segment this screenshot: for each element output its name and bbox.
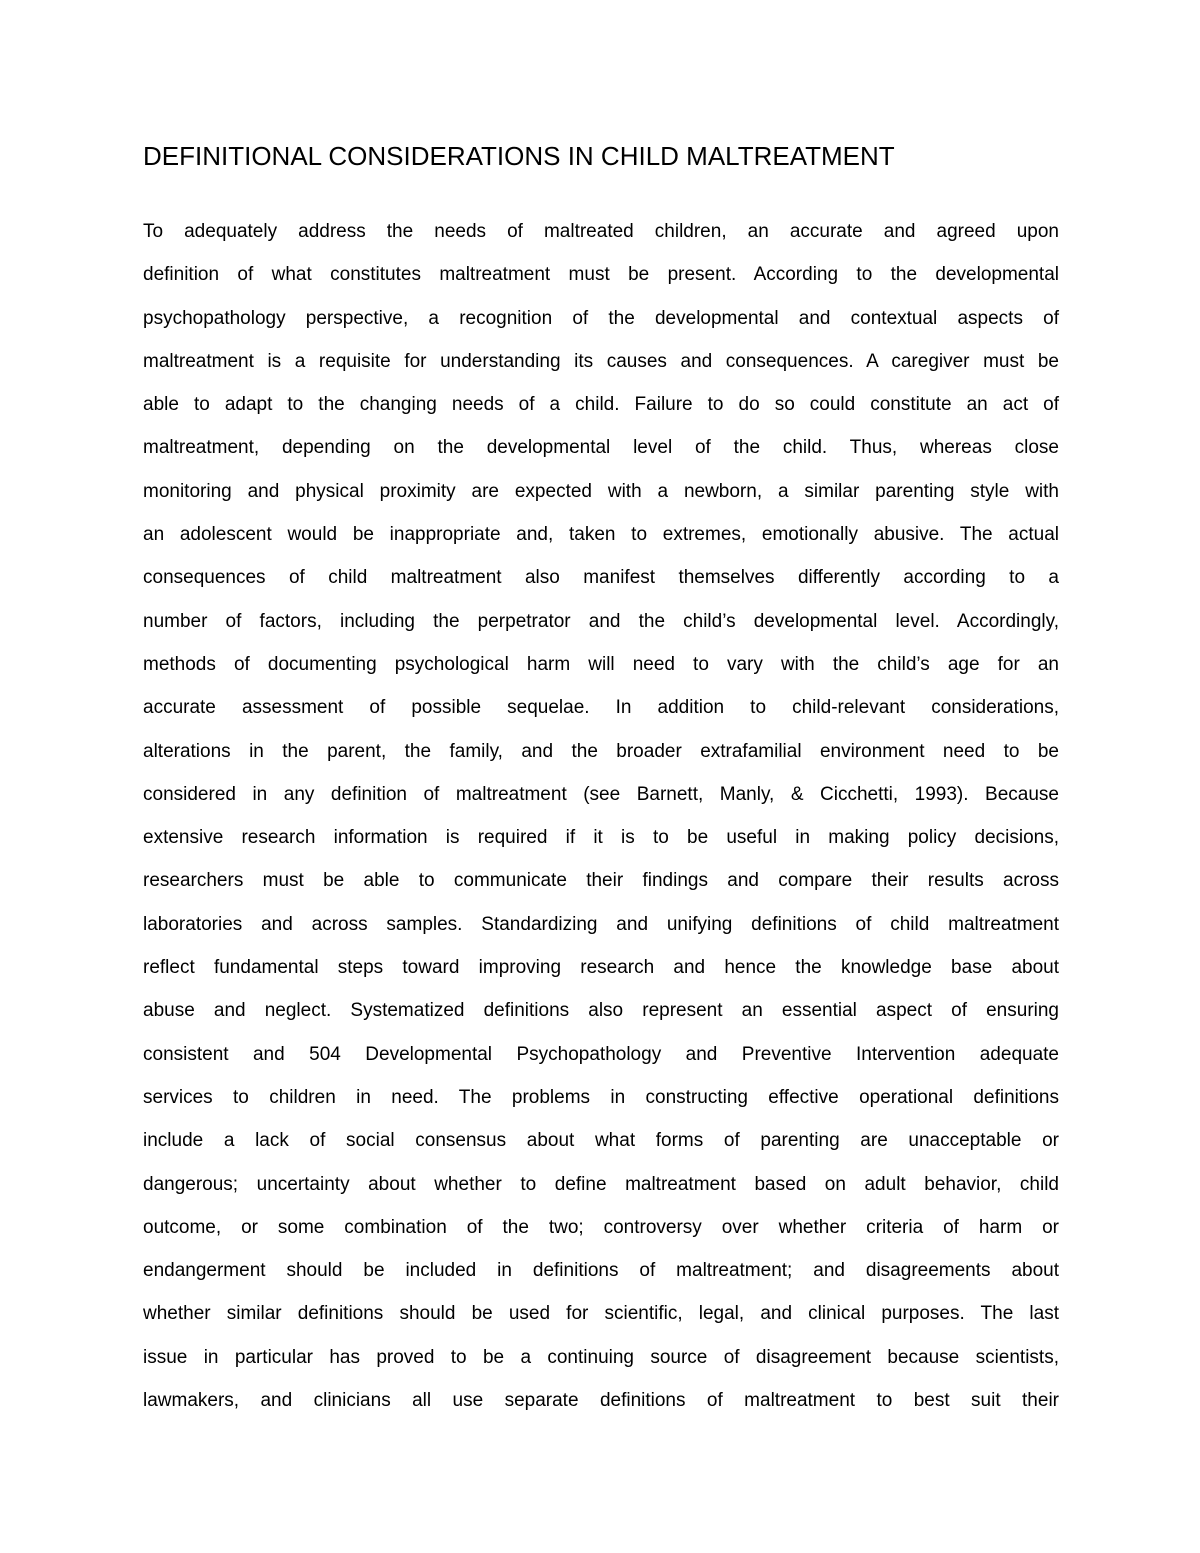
paragraph-line: laboratories and across samples. Standardizing and unifying definitions of child maltreatment <box>143 913 1059 935</box>
paragraph-line: methods of documenting psychological harm will need to vary with the child’s age for an <box>143 653 1059 675</box>
paragraph-line: maltreatment, depending on the developmental level of the child. Thus, whereas close <box>143 437 1059 459</box>
paragraph-line: maltreatment is a requisite for understanding its causes and consequences. A caregiver must be <box>143 350 1059 372</box>
paragraph-line: reflect fundamental steps toward improving research and hence the knowledge base about <box>143 957 1059 979</box>
paragraph-line: definition of what constitutes maltreatment must be present. According to the developmental <box>143 264 1059 286</box>
paragraph-line: alterations in the parent, the family, and the broader extrafamilial environment need to be <box>143 740 1059 762</box>
paragraph-line: To adequately address the needs of maltreated children, an accurate and agreed upon <box>143 221 1059 242</box>
paragraph-line: number of factors, including the perpetrator and the child’s developmental level. Accordingly, <box>143 610 1059 632</box>
document-title: DEFINITIONAL CONSIDERATIONS IN CHILD MALTREATMENT <box>143 141 895 171</box>
paragraph-line: able to adapt to the changing needs of a child. Failure to do so could constitute an act of <box>143 394 1059 416</box>
paragraph-line: dangerous; uncertainty about whether to define maltreatment based on adult behavior, child <box>143 1173 1059 1195</box>
paragraph-line: outcome, or some combination of the two; controversy over whether criteria of harm or <box>143 1216 1059 1238</box>
paragraph-line: extensive research information is required if it is to be useful in making policy decisions, <box>143 827 1059 849</box>
paragraph-line: lawmakers, and clinicians all use separate definitions of maltreatment to best suit their <box>143 1390 1059 1412</box>
paragraph-line: consequences of child maltreatment also manifest themselves differently according to a <box>143 567 1059 589</box>
paragraph-line: consistent and 504 Developmental Psychopathology and Preventive Intervention adequate <box>143 1043 1059 1065</box>
paragraph-line: abuse and neglect. Systematized definitions also represent an essential aspect of ensuring <box>143 1000 1059 1022</box>
paragraph-line: whether similar definitions should be used for scientific, legal, and clinical purposes. The last <box>143 1303 1059 1325</box>
paragraph-line: researchers must be able to communicate their findings and compare their results across <box>143 870 1059 892</box>
paragraph-line: accurate assessment of possible sequelae. In addition to child-relevant considerations, <box>143 697 1059 719</box>
body-paragraph <box>143 210 1059 1422</box>
paragraph-line: endangerment should be included in definitions of maltreatment; and disagreements about <box>143 1260 1059 1282</box>
paragraph-line: psychopathology perspective, a recognition of the developmental and contextual aspects of <box>143 307 1059 329</box>
paragraph-line: monitoring and physical proximity are expected with a newborn, a similar parenting style with <box>143 480 1059 502</box>
paragraph-line: issue in particular has proved to be a continuing source of disagreement because scientists, <box>143 1346 1059 1368</box>
paragraph-line: include a lack of social consensus about what forms of parenting are unacceptable or <box>143 1130 1059 1152</box>
paragraph-line: an adolescent would be inappropriate and, taken to extremes, emotionally abusive. The actual <box>143 524 1059 546</box>
paragraph-line: services to children in need. The problems in constructing effective operational definitions <box>143 1086 1059 1108</box>
paragraph-line: considered in any definition of maltreatment (see Barnett, Manly, & Cicchetti, 1993). Because <box>143 783 1059 805</box>
